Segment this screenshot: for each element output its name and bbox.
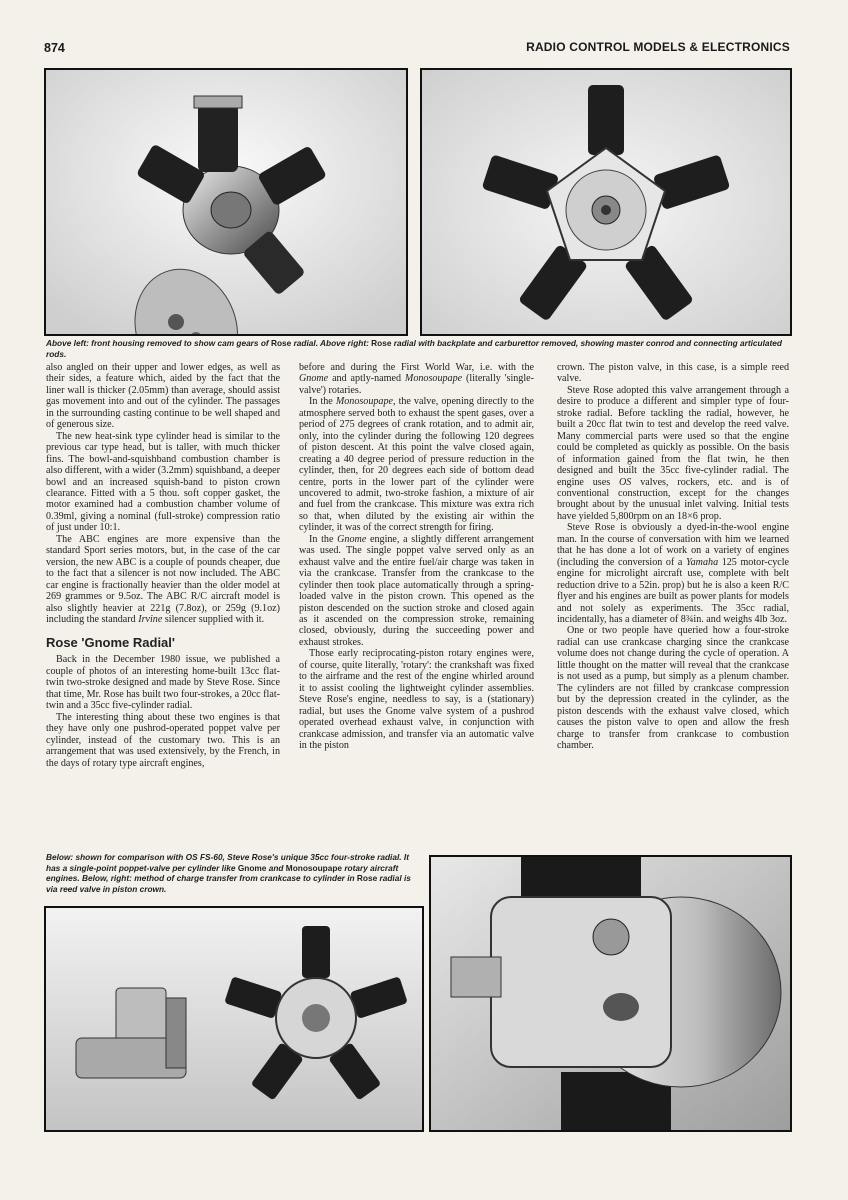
paragraph: Those early reciprocating-piston rotary engines were, of course, quite literally, 'rotary': the crankshaft was fixed to the airframe and the rest of the engine whirled around it to assist cooling the lightweight cylinder assemblies. Steve Rose's engine, needless to say, is a (stationary) radial, but uses the Gnome valve system of a pushrod operated overhead exhaust valve, in conjunction with crankcase admission, and transfer via an automatic valve in the piston [299,648,534,751]
photo-crankcase-closeup [429,855,792,1132]
paragraph: The interesting thing about these two engines is that they have only one pushrod-operated poppet valve per cylinder, instead of the customary two. This is an arrangement that was used extensively, by the French, in the days of rotary type aircraft engines, [46,711,280,769]
text-column-2 [299,362,534,751]
running-head: RADIO CONTROL MODELS & ELECTRONICS [526,40,790,54]
paragraph: Steve Rose is obviously a dyed-in-the-wool engine man. In the course of conversation with him we learned that he has done a lot of work on a variety of engines (including the conversion of a Yamaha 125 motor-cycle engine for microlight aircraft use, complete with belt reduction drive to a 52in. prop) but he is also a keen R/C flyer and his engines are built as power plants for models and not solely as experiments. The 35cc radial, incidentally, has a diameter of 8¾in. and weighs 4lb 3oz. [557,522,790,625]
paragraph: The new heat-sink type cylinder head is similar to the previous car type head, but is taller, with much thicker fins. The bowl-and-squishband combustion chamber is also different, with a wider (3.2mm) squishband, a deeper bowl and an increased squish-band to piston crown clearance. Fitted with a 5 thou. soft copper gasket, the motor examined had a combustion chamber volume of 0.39ml, giving a nominal (full-stroke) compression ratio of just under 10:1. [46,430,280,534]
photo-radial-backplate-removed [420,68,792,336]
paragraph: Steve Rose adopted this valve arrangement through a desire to produce a different and simpler type of four-stroke radial. Before tackling the radial, however, he built a 20cc flat twin to test and develop the reed valve. Many commercial parts were used so that the engine could be completed as quickly as possible. On the basis of information gained from the flat twin, he then designed and built the 35cc five-cylinder radial. The engine uses OS valves, rockers, etc. and is of conventional construction, except for the changes brought about by the unusual inlet valving. Initial tests have yielded 5,800rpm on an 18×6 prop. [557,384,789,522]
paragraph: crown. The piston valve, in this case, is a simple reed valve. [557,362,789,385]
caption-bottom-photos: Below: shown for comparison with OS FS-60, Steve Rose's unique 35cc four-stroke radial. It has a single-point poppet-valve per cylinder like Gnome and Monosoupape rotary aircraft engines. Below, right: method of charge transfer from crankcase to cylinder in Rose radial is via reed valve in piston crown. [46,852,411,894]
section-heading: Rose 'Gnome Radial' [46,635,175,651]
photo-radial-front-housing-removed [44,68,408,336]
page-number: 874 [44,41,65,55]
paragraph: Back in the December 1980 issue, we published a couple of photos of an interesting home-built 13cc flat-twin two-stroke designed and made by Steve Rose. Since that time, Mr. Rose has built two four-strokes, a 20cc flat-twin and a 35cc five-cylinder radial. [46,654,280,712]
text-column-3 [557,362,789,751]
paragraph: One or two people have queried how a four-stroke radial can use crankcase charging since the crankcase volume does not change during the cycle of operation. A little thought on the matter will reveal that the crankcase is not used as a pump, but simply as a plenum chamber. The cylinders are not filled by crankcase compression but by the depression created in the cylinder, as the piston descends with the exhaust valve closed, which causes the piston valve to open and allow the fresh charge to transfer from crankcase to combustion chamber. [557,625,789,751]
paragraph: In the Gnome engine, a slightly different arrangement was used. The single poppet valve served only as an exhaust valve and the entire fuel/air charge was taken in via the crankcase. Transfer from the crankcase to the cylinder then took place automatically through a spring-loaded valve in the piston crown. This opened as the piston descended on the suction stroke and closed again as it ascended on the compression stroke, remaining closed, obviously, during the succeeding power and exhaust strokes. [299,533,534,648]
paragraph: In the Monosoupape, the valve, opening directly to the atmosphere served both to exhaust the spent gases, over a period of 275 degrees of crank rotation, and to admit air, only, into the cylinder during the following 120 degrees of piston descent. At this point the valve closed again, creating a 40 degree period of pressure reduction in the cylinder, then, for 20 degrees each side of bottom dead centre, ports in the lower part of the cylinder were uncovered to admit, two-stroke fashion, a mixture of air and fuel from the crankcase. This mixture was extra rich so that, when diluted by the existing air within the cylinder, it was of the correct strength for firing. [299,396,534,534]
photo-os-fs60-comparison [44,906,424,1132]
caption-top-photos: Above left: front housing removed to show cam gears of Rose radial. Above right: Rose radial with backplate and carburettor removed, showing master conrod and connecting articulated rods. [46,338,782,359]
paragraph: before and during the First World War, i.e. with the Gnome and aptly-named Monosoupape (literally 'single-valve') rotaries. [299,362,534,396]
text-column-1 [46,362,280,769]
paragraph: also angled on their upper and lower edges, as well as their sides, a feature which, aided by the fact that the liner wall is thicker (2.05mm) than average, should assist gas movement into and out of the cylinder. The passages in the surrounding casting continue to be well shaped and of generous size. [46,362,280,431]
paragraph: The ABC engines are more expensive than the standard Sport series motors, but, in the case of the car version, the new ABC is a couple of pounds cheaper, due to the fact that a silencer is not now included. The ABC car engine is fractionally heavier than the older model at 269 grammes or 9.5oz. The ABC R/C aircraft model is also slightly heavier at 221g (7.8oz), or 259g (9.1oz) including the standard Irvine silencer supplied with it. [46,533,280,625]
